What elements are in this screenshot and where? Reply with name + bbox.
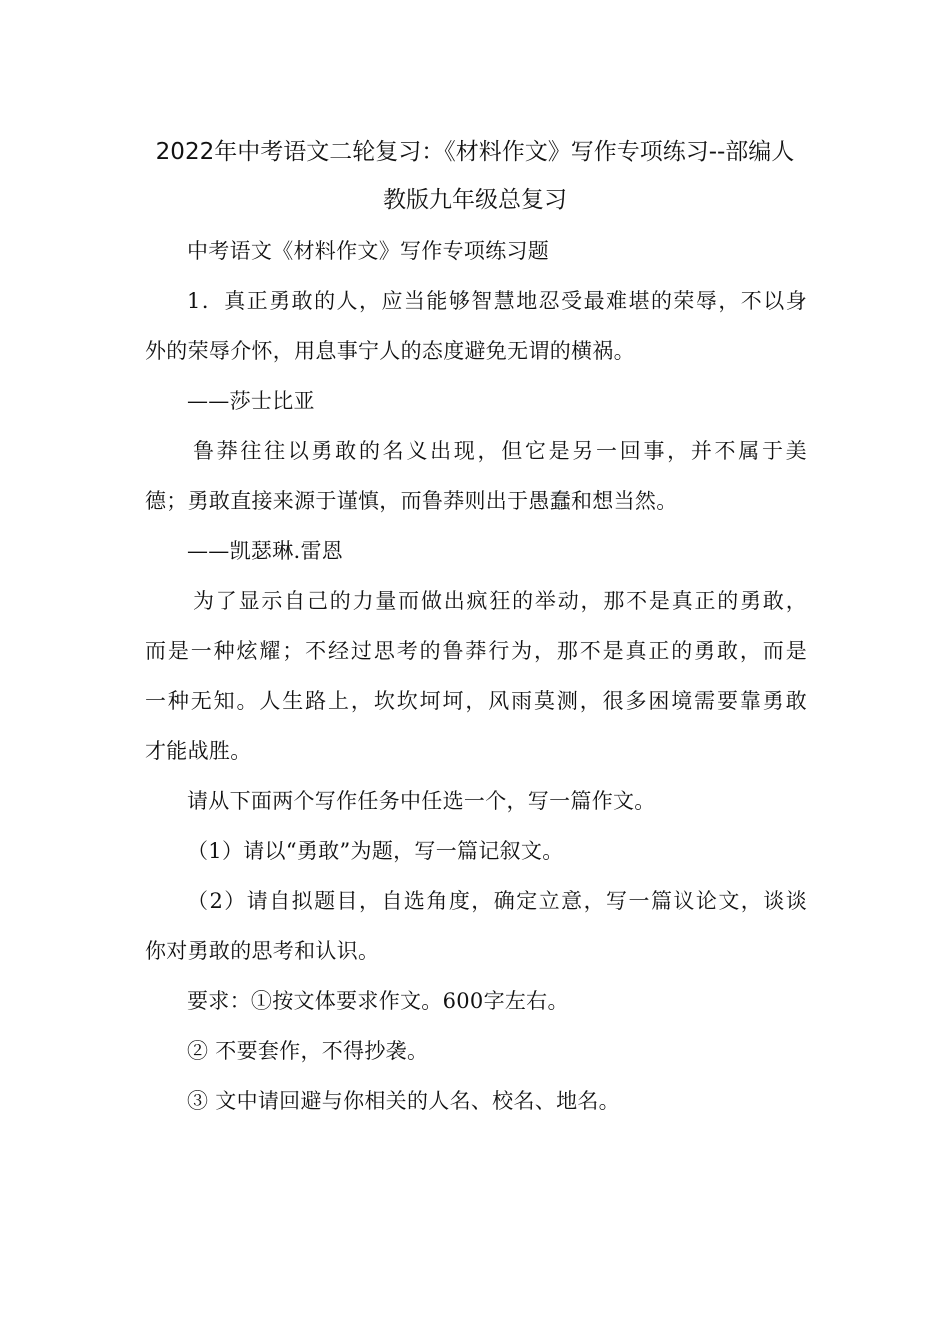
- passage-line-3: 一种无知。人生路上，坎坎坷坷，风雨莫测，很多困境需要靠勇敢: [145, 689, 807, 713]
- task-1: （1）请以“勇敢”为题，写一篇记叙文。: [187, 839, 564, 863]
- passage-line-1: 为了显示自己的力量而做出疯狂的举动，那不是真正的勇敢，: [193, 589, 807, 613]
- document-title-line-1: 2022年中考语文二轮复习：《材料作文》写作专项练习--部编人: [155, 139, 795, 165]
- task-2-line-2: 你对勇敢的思考和认识。: [145, 939, 380, 963]
- quote-2-line-2: 德；勇敢直接来源于谨慎，而鲁莽则出于愚蠢和想当然。: [145, 489, 678, 513]
- requirement-1: 要求：①按文体要求作文。600字左右。: [187, 989, 569, 1013]
- passage-line-4: 才能战胜。: [145, 739, 252, 763]
- quote-2-author: ——凯瑟琳.雷恩: [187, 539, 344, 563]
- document-title-line-2: 教版九年级总复习: [383, 187, 567, 213]
- quote-1-line-2: 外的荣辱介怀，用息事宁人的态度避免无谓的横祸。: [145, 339, 635, 363]
- exercise-subtitle: 中考语文《材料作文》写作专项练习题: [187, 239, 550, 263]
- passage-line-2: 而是一种炫耀；不经过思考的鲁莽行为，那不是真正的勇敢，而是: [145, 639, 807, 663]
- requirement-3: ③ 文中请回避与你相关的人名、校名、地名。: [187, 1089, 620, 1113]
- quote-1-line-1: 1．真正勇敢的人，应当能够智慧地忍受最难堪的荣辱，不以身: [187, 289, 807, 313]
- quote-1-author: ——莎士比亚: [187, 389, 315, 413]
- task-2-line-1: （2）请自拟题目，自选角度，确定立意，写一篇议论文，谈谈: [187, 889, 807, 913]
- quote-2-line-1: 鲁莽往往以勇敢的名义出现，但它是另一回事，并不属于美: [193, 439, 807, 463]
- requirement-2: ② 不要套作，不得抄袭。: [187, 1039, 429, 1063]
- task-intro: 请从下面两个写作任务中任选一个，写一篇作文。: [187, 789, 656, 813]
